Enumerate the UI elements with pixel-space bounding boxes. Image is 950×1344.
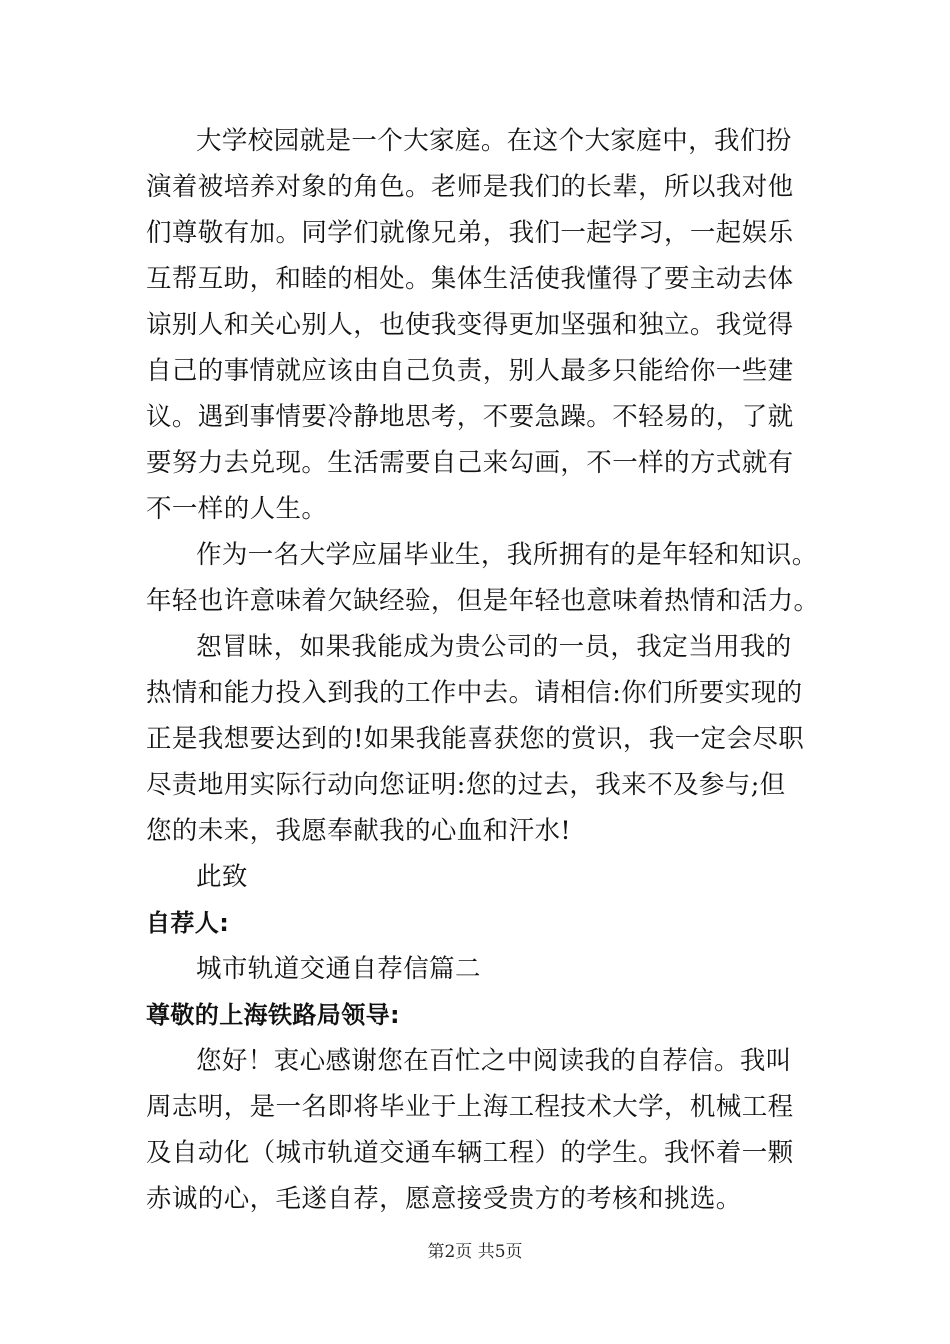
- paragraph-line-12: 恕冒昧，如果我能成为贵公司的一员，我定当用我的: [196, 632, 792, 662]
- paragraph-line-5: 谅别人和关心别人，也使我变得更加坚强和独立。我觉得: [146, 310, 794, 340]
- closing-line: 此致: [196, 862, 248, 892]
- paragraph-line-18: 周志明，是一名即将毕业于上海工程技术大学，机械工程: [146, 1092, 794, 1122]
- salutation: 尊敬的上海铁路局领导:: [146, 1001, 400, 1029]
- paragraph-line-10: 作为一名大学应届毕业生，我所拥有的是年轻和知识。: [196, 540, 818, 570]
- paragraph-line-6: 自己的事情就应该由自己负责，别人最多只能给你一些建: [146, 356, 794, 386]
- paragraph-line-19: 及自动化（城市轨道交通车辆工程）的学生。我怀着一颗: [146, 1138, 794, 1168]
- paragraph-line-17: 您好！衷心感谢您在百忙之中阅读我的自荐信。我叫: [196, 1046, 792, 1076]
- paragraph-line-8: 要努力去兑现。生活需要自己来勾画，不一样的方式就有: [146, 448, 794, 478]
- paragraph-line-7: 议。遇到事情要冷静地思考，不要急躁。不轻易的，了就: [146, 402, 794, 432]
- paragraph-line-16: 您的未来，我愿奉献我的心血和汗水!: [146, 816, 572, 846]
- section-heading: 城市轨道交通自荐信篇二: [196, 954, 481, 984]
- paragraph-line-15: 尽责地用实际行动向您证明:您的过去，我来不及参与;但: [146, 770, 786, 800]
- paragraph-line-2: 演着被培养对象的角色。老师是我们的长辈，所以我对他: [146, 172, 794, 202]
- paragraph-line-4: 互帮互助，和睦的相处。集体生活使我懂得了要主动去体: [146, 264, 794, 294]
- paragraph-line-1: 大学校园就是一个大家庭。在这个大家庭中，我们扮: [196, 126, 792, 156]
- signature-label: 自荐人:: [146, 909, 230, 937]
- paragraph-line-11: 年轻也许意味着欠缺经验，但是年轻也意味着热情和活力。: [146, 586, 820, 616]
- paragraph-line-14: 正是我想要达到的!如果我能喜获您的赏识，我一定会尽职: [146, 724, 805, 754]
- paragraph-line-13: 热情和能力投入到我的工作中去。请相信:你们所要实现的: [146, 678, 803, 708]
- page-number: 第2页 共5页: [427, 1242, 523, 1262]
- paragraph-line-3: 们尊敬有加。同学们就像兄弟，我们一起学习，一起娱乐: [146, 218, 794, 248]
- paragraph-line-20: 赤诚的心，毛遂自荐，愿意接受贵方的考核和挑选。: [146, 1184, 742, 1214]
- paragraph-line-9: 不一样的人生。: [146, 494, 328, 524]
